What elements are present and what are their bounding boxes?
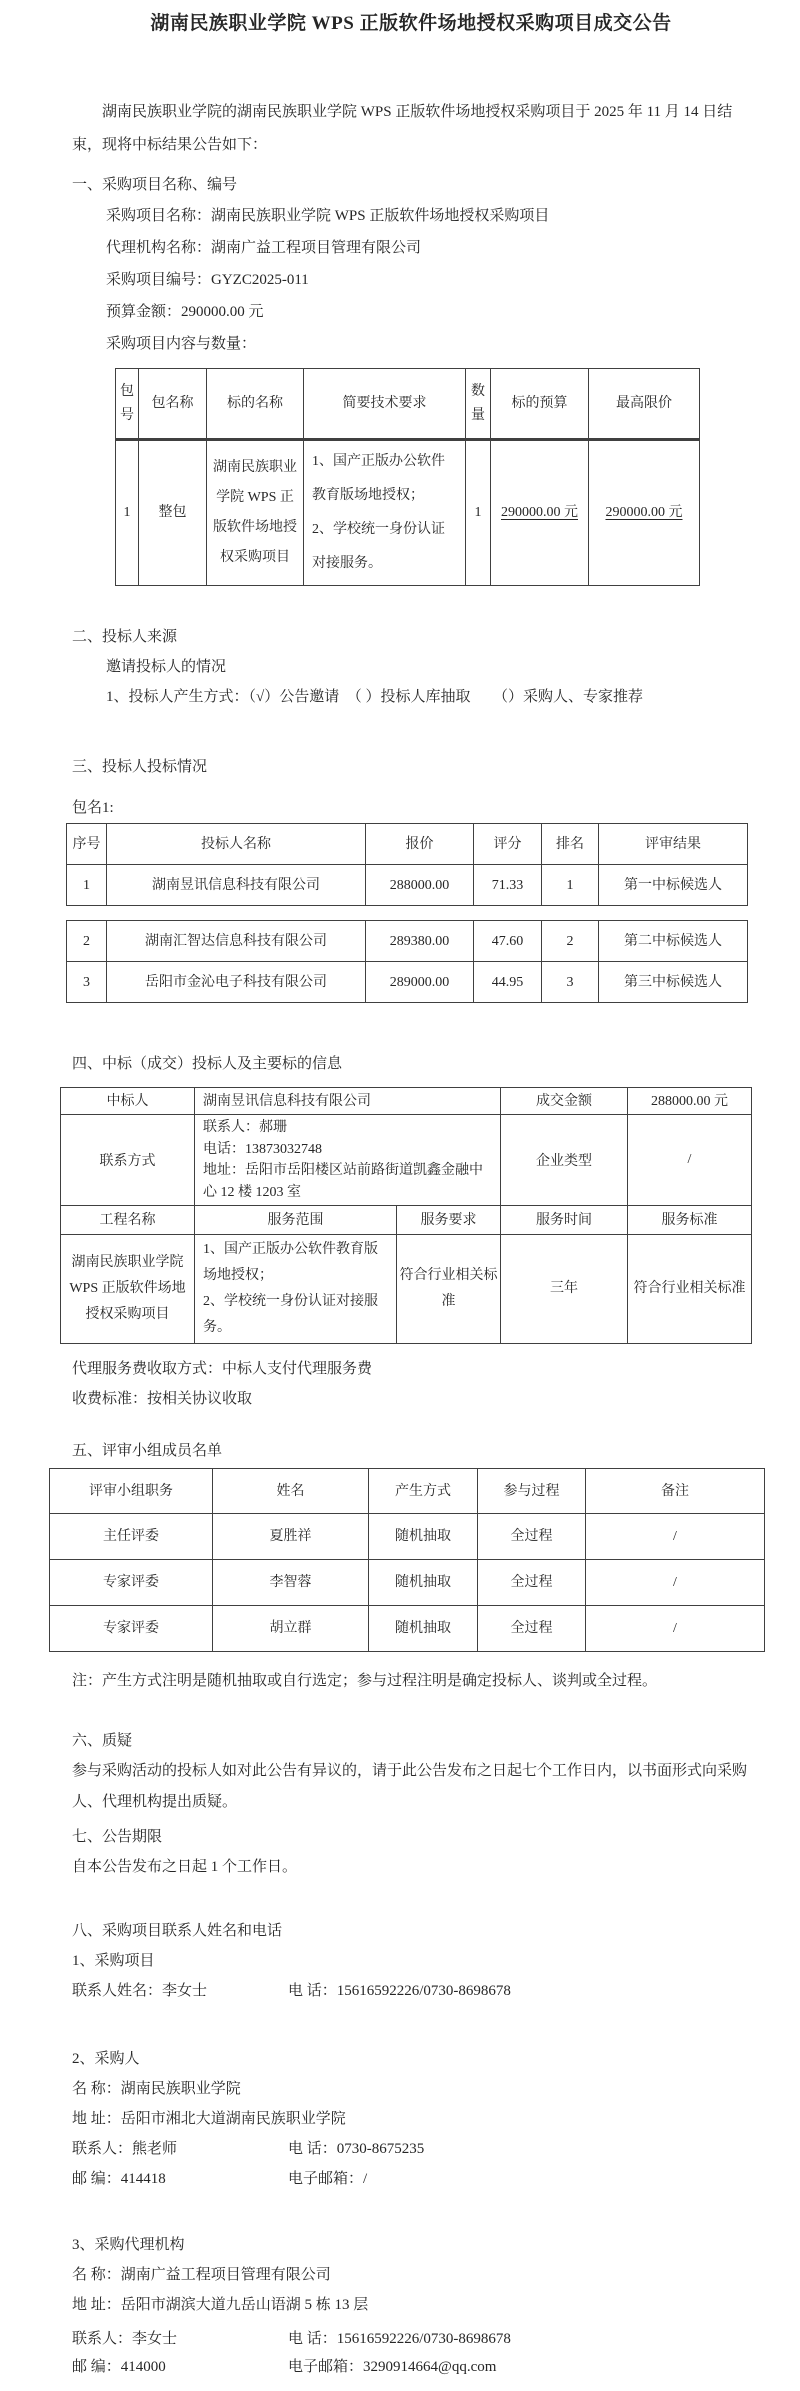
col-header-budget: 标的预算 (491, 369, 589, 440)
award-subheader-row (61, 1206, 752, 1235)
bid3-result: 第三中标候选人 (599, 962, 748, 1003)
package-table-header-row (116, 369, 700, 440)
bid-row-3 (67, 962, 748, 1003)
award-project-name: 湖南民族职业学院 WPS 正版软件场地授权采购项目 (61, 1235, 195, 1344)
fee-method-line: 代理服务费收取方式：中标人支付代理服务费 (72, 1361, 373, 1377)
review-panel-table (49, 1468, 765, 1652)
scope-line1: 1、国产正版办公软件教育版场地授权； (203, 1242, 378, 1283)
bid2-bidder: 湖南汇智达信息科技有限公司 (107, 921, 366, 962)
sub3-email: 电子邮箱：3290914664@qq.com (288, 2359, 497, 2375)
contact-phone-line: 电话：13873032748 (203, 1141, 322, 1157)
col-header-time: 服务时间 (501, 1206, 628, 1235)
sub3-phone: 电 话：15616592226/0730-8698678 (288, 2331, 511, 2347)
tech-req-line1: 1、国产正版办公软件教育版场地授权； (312, 454, 445, 503)
col-header-seq: 序号 (67, 824, 107, 865)
agency-name-line: 代理机构名称：湖南广益工程项目管理有限公司 (106, 240, 422, 256)
bid3-seq: 3 (67, 962, 107, 1003)
sub3-address: 地 址：岳阳市湖滨大道九岳山语湖 5 栋 13 层 (72, 2297, 369, 2313)
panel3-method: 随机抽取 (369, 1606, 478, 1652)
amount-value: 288000.00 元 (628, 1088, 752, 1115)
col-header-requirement: 服务要求 (397, 1206, 501, 1235)
panel-row-2 (50, 1560, 765, 1606)
panel1-role: 主任评委 (50, 1514, 213, 1560)
section1-body (72, 200, 750, 360)
sub2-zip: 邮 编：414418 (72, 2171, 166, 2187)
sub2-name: 名 称：湖南民族职业学院 (72, 2081, 241, 2097)
sub3-heading: 3、采购代理机构 (72, 2237, 185, 2253)
sub3-contact: 联系人：李女士 (72, 2331, 178, 2347)
panel-row-3 (50, 1606, 765, 1652)
col-header-max-price: 最高限价 (589, 369, 700, 440)
panel2-role: 专家评委 (50, 1560, 213, 1606)
contact-person-line: 联系人：郝珊 (203, 1120, 287, 1135)
panel1-process: 全过程 (478, 1514, 586, 1560)
panel2-method: 随机抽取 (369, 1560, 478, 1606)
section1-heading: 一、采购项目名称、编号 (72, 177, 238, 193)
panel1-name: 夏胜祥 (213, 1514, 369, 1560)
scope-line2: 2、学校统一身份认证对接服务。 (203, 1294, 378, 1335)
sub2-contact: 联系人：熊老师 (72, 2141, 178, 2157)
bid1-rank: 1 (542, 865, 599, 906)
col-header-package-no: 包号 (116, 369, 139, 440)
budget-line: 预算金额：290000.00 元 (106, 304, 264, 320)
sub1-contact-row (72, 1976, 750, 2006)
bid-row-1 (67, 865, 748, 906)
panel3-role: 专家评委 (50, 1606, 213, 1652)
bid-table-part2 (66, 920, 748, 1003)
tech-req-line2: 2、学校统一身份认证对接服务。 (312, 522, 445, 571)
cell-package-name: 整包 (139, 440, 207, 586)
sub2-contact-row (72, 2134, 750, 2164)
col-header-subject-name: 标的名称 (207, 369, 304, 440)
panel2-remark: / (586, 1560, 765, 1606)
col-header-package-name: 包名称 (139, 369, 207, 440)
page-title: 湖南民族职业学院 WPS 正版软件场地授权采购项目成交公告 (150, 13, 672, 34)
col-header-name: 姓名 (213, 1469, 369, 1514)
sub2-address: 地 址：岳阳市湘北大道湖南民族职业学院 (72, 2111, 346, 2127)
sub1-heading: 1、采购项目 (72, 1953, 155, 1969)
sub3-zip: 邮 编：414000 (72, 2359, 166, 2375)
bid1-score: 71.33 (474, 865, 542, 906)
section7-heading: 七、公告期限 (72, 1829, 163, 1845)
bid1-seq: 1 (67, 865, 107, 906)
panel1-method: 随机抽取 (369, 1514, 478, 1560)
project-no-line: 采购项目编号：GYZC2025-011 (106, 272, 309, 288)
amount-label: 成交金额 (501, 1088, 628, 1115)
col-header-result: 评审结果 (599, 824, 748, 865)
section3-heading: 三、投标人投标情况 (72, 759, 208, 775)
col-header-tech-req: 简要技术要求 (304, 369, 466, 440)
section2-heading: 二、投标人来源 (72, 629, 178, 645)
col-header-project: 工程名称 (61, 1206, 195, 1235)
bid2-result: 第二中标候选人 (599, 921, 748, 962)
bid-row-2 (67, 921, 748, 962)
col-header-rank: 排名 (542, 824, 599, 865)
bid-table-header-row (67, 824, 748, 865)
bid2-score: 47.60 (474, 921, 542, 962)
panel-row-1 (50, 1514, 765, 1560)
section6-body: 参与采购活动的投标人如对此公告有异议的，请于此公告发布之日起七个工作日内，以书面形式向采购人、代理机构提出质疑。 (72, 1763, 748, 1810)
bid-table-part1 (66, 823, 748, 906)
cell-qty: 1 (466, 440, 491, 586)
award-contact-row (61, 1115, 752, 1206)
sub1-phone: 电 话：15616592226/0730-8698678 (288, 1983, 511, 1999)
col-header-role: 评审小组职务 (50, 1469, 213, 1514)
award-time: 三年 (501, 1235, 628, 1344)
panel3-name: 胡立群 (213, 1606, 369, 1652)
invite-status-line: 邀请投标人的情况 (106, 659, 227, 675)
sub2-heading: 2、采购人 (72, 2051, 140, 2067)
col-header-bidder: 投标人名称 (107, 824, 366, 865)
bid1-bidder: 湖南昱讯信息科技有限公司 (107, 865, 366, 906)
package-label: 包名1: (72, 800, 114, 816)
section4-heading: 四、中标（成交）投标人及主要标的信息 (72, 1056, 343, 1072)
col-header-qty: 数量 (466, 369, 491, 440)
cell-max-price (589, 440, 700, 586)
section2-body (72, 652, 750, 712)
sub3-contact-row (72, 2324, 750, 2354)
col-header-process: 参与过程 (478, 1469, 586, 1514)
section5-heading: 五、评审小组成员名单 (72, 1443, 223, 1459)
award-winner-row (61, 1088, 752, 1115)
winner-name: 湖南昱讯信息科技有限公司 (195, 1088, 501, 1115)
bid2-price: 289380.00 (366, 921, 474, 962)
col-header-score: 评分 (474, 824, 542, 865)
panel-header-row (50, 1469, 765, 1514)
section8-heading: 八、采购项目联系人姓名和电话 (72, 1923, 283, 1939)
sub2-phone: 电 话：0730-8675235 (288, 2141, 425, 2157)
bid3-price: 289000.00 (366, 962, 474, 1003)
award-scope (195, 1235, 397, 1344)
section6-heading: 六、质疑 (72, 1733, 133, 1749)
panel2-process: 全过程 (478, 1560, 586, 1606)
panel3-process: 全过程 (478, 1606, 586, 1652)
budget-value: 290000.00 元 (501, 505, 578, 520)
package-table (115, 368, 700, 586)
col-header-price: 报价 (366, 824, 474, 865)
sub2-zip-row (72, 2164, 750, 2194)
award-requirement: 符合行业相关标准 (397, 1235, 501, 1344)
award-table (60, 1087, 752, 1344)
package-table-row (116, 440, 700, 586)
sub3-zip-row (72, 2354, 750, 2380)
contact-address-line: 地址：岳阳市岳阳楼区站前路街道凯鑫金融中心 12 楼 1203 室 (203, 1163, 483, 1200)
col-header-remark: 备注 (586, 1469, 765, 1514)
bid1-result: 第一中标候选人 (599, 865, 748, 906)
sub2-email: 电子邮箱：/ (288, 2171, 368, 2187)
award-standard: 符合行业相关标准 (628, 1235, 752, 1344)
winner-label: 中标人 (61, 1088, 195, 1115)
cell-package-no: 1 (116, 440, 139, 586)
sub3-name: 名 称：湖南广益工程项目管理有限公司 (72, 2267, 331, 2283)
cell-budget (491, 440, 589, 586)
cell-tech-req (304, 440, 466, 586)
col-header-scope: 服务范围 (195, 1206, 397, 1235)
intro-paragraph: 湖南民族职业学院的湖南民族职业学院 WPS 正版软件场地授权采购项目于 2025 年 11 月 14 日结束，现将中标结果公告如下： (72, 104, 733, 153)
enterprise-type-value: / (628, 1115, 752, 1206)
content-label-line: 采购项目内容与数量： (106, 336, 257, 352)
panel3-remark: / (586, 1606, 765, 1652)
award-detail-row (61, 1235, 752, 1344)
fee-standard-line: 收费标准：按相关协议收取 (72, 1391, 253, 1407)
panel1-remark: / (586, 1514, 765, 1560)
bid2-rank: 2 (542, 921, 599, 962)
sub1-contact: 联系人姓名：李女士 (72, 1983, 208, 1999)
bid1-price: 288000.00 (366, 865, 474, 906)
bid2-seq: 2 (67, 921, 107, 962)
section7-body: 自本公告发布之日起 1 个工作日。 (72, 1859, 298, 1875)
enterprise-type-label: 企业类型 (501, 1115, 628, 1206)
max-price-value: 290000.00 元 (605, 505, 683, 520)
bid3-rank: 3 (542, 962, 599, 1003)
project-name-line: 采购项目名称：湖南民族职业学院 WPS 正版软件场地授权采购项目 (106, 208, 550, 224)
contact-label: 联系方式 (61, 1115, 195, 1206)
col-header-method: 产生方式 (369, 1469, 478, 1514)
bid3-score: 44.95 (474, 962, 542, 1003)
col-header-standard: 服务标准 (628, 1206, 752, 1235)
bidder-source-line: 1、投标人产生方式：（√）公告邀请 （ ）投标人库抽取 （）采购人、专家推荐 (106, 689, 643, 705)
cell-subject-name: 湖南民族职业学院 WPS 正版软件场地授权采购项目 (207, 440, 304, 586)
bid3-bidder: 岳阳市金沁电子科技有限公司 (107, 962, 366, 1003)
panel-note: 注：产生方式注明是随机抽取或自行选定；参与过程注明是确定投标人、谈判或全过程。 (72, 1673, 658, 1689)
panel2-name: 李智蓉 (213, 1560, 369, 1606)
contact-info (195, 1115, 501, 1206)
